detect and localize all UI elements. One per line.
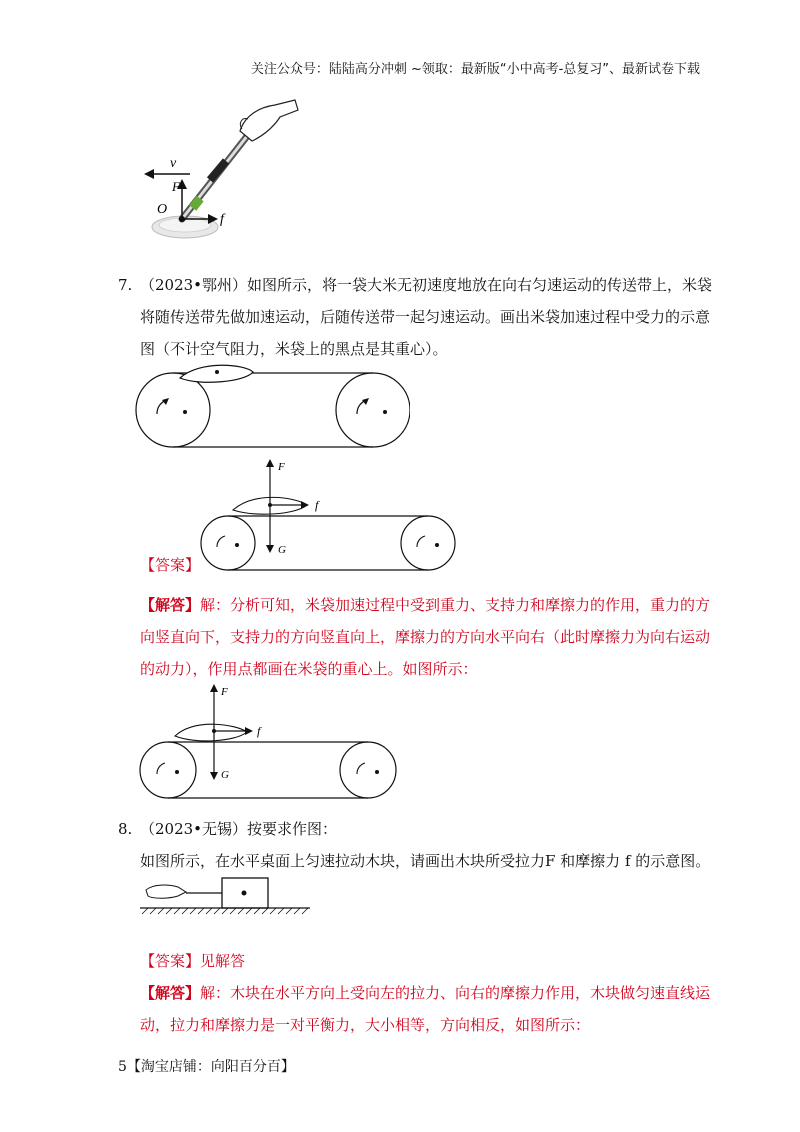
conveyor-figure-forces-2 xyxy=(135,680,410,800)
q7-number: 7. xyxy=(118,276,133,294)
fig2-label-G: G xyxy=(221,769,229,781)
page-footer xyxy=(118,1056,295,1076)
q7-solution-line2: 向竖直向下，支持力的方向竖直向上，摩擦力的方向水平向右（此时摩擦力为向右运动 xyxy=(140,628,711,646)
q7-solution-line3: 的动力），作用点都画在米袋的重心上。如图所示： xyxy=(140,660,478,678)
q8-solution-line1 xyxy=(140,978,710,1008)
q7-solution-line1 xyxy=(140,590,710,620)
conveyor-figure-forces-1 xyxy=(195,455,475,575)
label-f: f xyxy=(220,212,224,227)
q7-solution-label: 【解答】 xyxy=(140,596,201,614)
q7-line2: 将随传送带先做加速运动，后随传送带一起匀速运动。画出米袋加速过程中受力的示意 xyxy=(140,308,711,326)
q7-solution-text1: 解：分析可知，米袋加速过程中受到重力、支持力和摩擦力的作用，重力的方 xyxy=(200,596,711,614)
block-figure xyxy=(138,872,313,917)
q8-line1: （2023•无锡）按要求作图： xyxy=(140,820,338,838)
fig2-label-f: f xyxy=(257,724,261,738)
shop-name: 【淘宝店铺：向阳百分百】 xyxy=(126,1059,295,1075)
q8-answer-text: 见解答 xyxy=(200,952,246,970)
fig1-label-f: f xyxy=(315,498,319,512)
label-v: v xyxy=(170,156,177,171)
conveyor-figure-question xyxy=(135,360,410,450)
page-number: 5 xyxy=(118,1059,127,1075)
fig1-label-G: G xyxy=(278,544,286,556)
q8-solution-label: 【解答】 xyxy=(140,984,201,1002)
fig2-label-F: F xyxy=(221,686,228,698)
mop-figure xyxy=(130,95,310,250)
q8-solution-line2: 动，拉力和摩擦力是一对平衡力，大小相等，方向相反，如图所示： xyxy=(140,1016,591,1034)
label-O: O xyxy=(157,202,168,217)
q8-answer xyxy=(140,946,245,976)
q7-answer-label: 【答案】 xyxy=(140,556,201,574)
label-F: F xyxy=(172,179,180,194)
q8-number: 8. xyxy=(118,820,133,838)
q8-line2: 如图所示，在水平桌面上匀速拉动木块，请画出木块所受拉力F 和摩擦力 f 的示意图。 xyxy=(140,852,711,870)
fig1-label-F: F xyxy=(278,461,285,473)
q8-solution-text1: 解：木块在水平方向上受向左的拉力、向右的摩擦力作用，木块做匀速直线运 xyxy=(200,984,711,1002)
hand-icon xyxy=(146,885,186,898)
q8-answer-label: 【答案】 xyxy=(140,952,201,970)
page-header: 关注公众号：陆陆高分冲刺 ~领取：最新版“小中高考-总复习”、最新试卷下载 xyxy=(250,62,700,77)
q7-line1: （2023•鄂州）如图所示，将一袋大米无初速度地放在向右匀速运动的传送带上，米袋 xyxy=(140,276,713,294)
hand-icon xyxy=(240,100,298,141)
q7-line3: 图（不计空气阻力，米袋上的黑点是其重心）。 xyxy=(140,340,448,358)
